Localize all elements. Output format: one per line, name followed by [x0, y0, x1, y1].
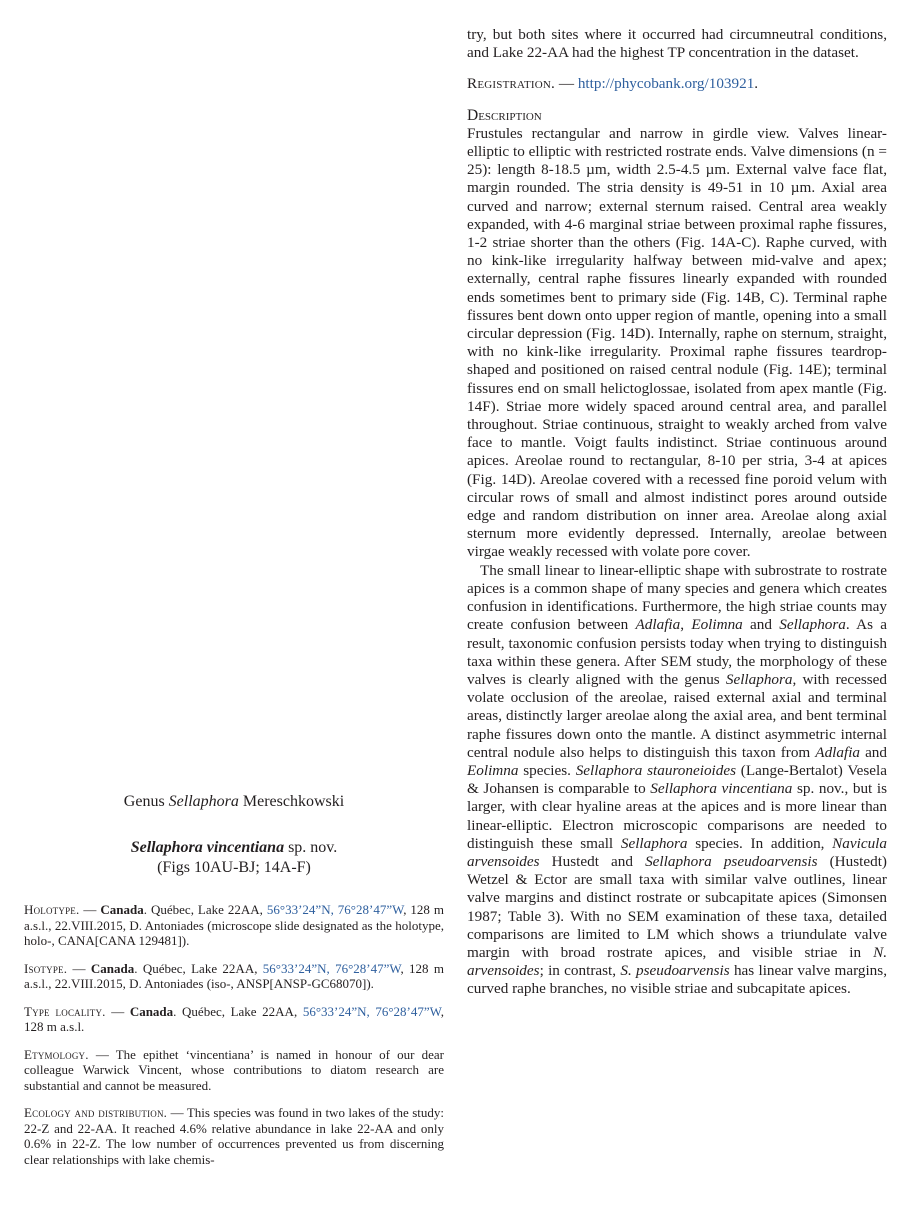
genus-author: Mereschkowski [238, 793, 345, 810]
ecology-label: Ecology and distribution. [24, 1105, 168, 1120]
etymology-text: — The epithet ‘vincentiana’ is named in honour of our dear colleague Warwick Vincent, whose contributions to diatom research are substantial and cannot be measured. [24, 1046, 444, 1093]
taxon-name: Sellaphora [779, 616, 846, 634]
holotype-country: Canada [100, 902, 144, 917]
isotype-text1: . Québec, Lake 22AA, [134, 960, 263, 976]
species-name: Sellaphora vincentiana [130, 839, 285, 856]
type-locality-dash: — [105, 1003, 130, 1019]
type-locality-paragraph [24, 1004, 444, 1035]
holotype-paragraph [24, 902, 444, 949]
text-run: and [860, 743, 887, 761]
taxon-name: Eolimna [691, 616, 743, 634]
taxon-name: S. pseudoarvensis [620, 962, 730, 980]
registration-paragraph [467, 75, 887, 93]
taxon-name: Eolimna [467, 761, 519, 779]
taxon-name: N. arvensoides [467, 943, 887, 980]
isotype-country: Canada [90, 960, 135, 976]
registration-end: . [754, 75, 759, 93]
isotype-coords-link[interactable]: 56°33’24”N, 76°28’47”W [262, 960, 401, 976]
holotype-text2: , 128 m a.s.l., 22.VIII.2015, D. Antoniades (microscope slide designated as the holotype, holo-, CANA[CANA 129481]). [24, 902, 445, 948]
isotype-dash: — [67, 960, 91, 976]
description-heading: Description [467, 106, 542, 124]
text-run: (Hustedt) Wetzel & Ector are small taxa with similar valve outlines, linear valve margins and distinct rostrate or subcapitate apices (Simonsen 1987; Table 3). With no SEM examination of these taxa, detailed comparisons are limited to LM which shows a triundulate valve margin with broad rostrate apices, and visible striae in [467, 852, 887, 961]
text-run: has linear valve margins, curved raphe branches, no visible striae and subcapitate apices. [467, 962, 887, 998]
taxon-name: Sellaphora pseudoarvensis [645, 852, 818, 870]
etymology-paragraph [24, 1047, 444, 1094]
text-run: and [742, 616, 780, 634]
text-run: , with recessed volate occlusion of the areolae, raised external axial and terminal areas, distinctly larger areolae along the axial area, and bent terminal raphe fissures down onto the mantle. A distinct asymmetric internal central nodule also helps to distinguish this taxon from [467, 670, 888, 761]
genus-heading [24, 792, 444, 812]
etymology-label: Etymology. [24, 1046, 89, 1062]
text-run: species. In addition, [687, 834, 833, 852]
description-paragraph: Frustules rectangular and narrow in girdle view. Valves linear-elliptic to elliptic with restricted rostrate ends. Valve dimensions (n = 25): length 8-18.5 µm, width 2.5-4.5 µm. External valve face flat, margin rounded. The stria density is 49-51 in 10 µm. Axial area curved and narrow; external sternum raised. Central area weakly expanded, with 4-6 marginal striae between proximal raphe fissures, 1-2 striae shorter than the others (Fig. 14A-C). Raphe curved, with no kink-like irregularity halfway between mid-valve and apex; externally, central raphe fissures linearly expanded with rounded ends sometimes bent to primary side (Fig. 14B, C). Terminal raphe fissures bent down onto upper region of mantle, opening into a small circular depression (Fig. 14D). Internally, raphe on sternum, straight, with no kink-like irregularity. Proximal raphe fissures teardrop-shaped and positioned on raised central nodule (Fig. 14E); terminal fissures end on small helictoglossae, isolated from apex mantle (Fig. 14F). Striae more widely spaced around central area, and parallel throughout. Striae continuous, straight to weakly arched from valve face to mantle. Voigt faults indistinct. Striae continuous around apices. Areolae round to rectangular, 8-10 per stria, 3-4 at apices (Fig. 14D). Areolae covered with a recessed fine poroid velum with circular rows of small and almost indistinct pores around outside edge and random distribution on inner area. Areolae along axial sternum more evidently depressed. Internally, areolae between virgae weakly recessed with volate pore cover. [467, 124, 887, 561]
ecology-continuation: try, but both sites where it occurred had circumneutral conditions, and Lake 22-AA had the highest TP concentration in the dataset. [467, 26, 887, 62]
taxon-name: Navicula arvensoides [467, 834, 887, 870]
taxon-name: Adlafia [815, 743, 861, 761]
holotype-label: Holotype. [24, 902, 80, 917]
taxon-name: Sellaphora [620, 834, 688, 852]
holotype-text1: . Québec, Lake 22AA, [143, 902, 267, 917]
taxon-name: Adlafia [635, 616, 681, 634]
ecology-text: — This species was found in two lakes of the study: 22-Z and 22-AA. It reached 4.6% relative abundance in lake 22-AA and only 0.6% in 22-Z. The low number of occurrences prevented us from discerning clear relationships with lake chemis- [24, 1105, 445, 1167]
text-run: species. [518, 761, 576, 779]
species-suffix: sp. nov. [284, 839, 338, 856]
text-run: (Lange-Bertalot) Vesela & Johansen is comparable to [467, 761, 887, 798]
ecology-paragraph [24, 1105, 444, 1167]
type-locality-label: Type locality. [24, 1003, 106, 1019]
type-locality-country: Canada [129, 1003, 174, 1019]
text-run: The small linear to linear-elliptic shape with subrostrate to rostrate apices is a common shape of many species and genera which creates confusion in identifications. Furthermore, the high striae counts may create confusion between [467, 561, 887, 634]
registration-dash: — [555, 75, 578, 93]
isotype-text2: , 128 m a.s.l., 22.VIII.2015, D. Antoniades (iso-, ANSP[ANSP-GC68070]). [24, 960, 444, 991]
taxon-name: Sellaphora stauroneioides [575, 761, 737, 779]
holotype-coords-link[interactable]: 56°33’24”N, 76°28’47”W [266, 902, 404, 917]
species-heading [24, 838, 444, 878]
isotype-paragraph [24, 961, 444, 992]
genus-name: Sellaphora [168, 793, 239, 810]
isotype-label: Isotype. [24, 960, 68, 976]
registration-label: Registration. [467, 75, 556, 93]
type-locality-text1: . Québec, Lake 22AA, [173, 1003, 303, 1019]
text-run: . As a result, taxonomic confusion persists today when trying to distinguish taxa within these genera. After SEM study, the morphology of these valves is clearly aligned with the genus [467, 616, 887, 688]
type-locality-text2: , 128 m a.s.l. [24, 1003, 444, 1034]
discussion-paragraph [467, 562, 887, 999]
registration-link[interactable]: http://phycobank.org/103921 [577, 75, 755, 93]
text-run: sp. nov., but is larger, with clear hyaline areas at the apices and is more linear than linear-elliptic. Electron microscopic comparisons are needed to distinguish these small [467, 780, 887, 852]
right-column [467, 26, 887, 999]
left-column [24, 792, 444, 1167]
taxon-name: Sellaphora vincentiana [650, 780, 793, 798]
text-run: , [680, 616, 692, 634]
text-run: ; in contrast, [539, 962, 621, 980]
taxon-name: Sellaphora [725, 670, 793, 688]
species-figs: (Figs 10AU-BJ; 14A-F) [157, 859, 311, 876]
text-run: Hustedt and [539, 852, 646, 870]
type-locality-coords-link[interactable]: 56°33’24”N, 76°28’47”W [302, 1003, 441, 1019]
holotype-dash: — [79, 902, 101, 917]
genus-prefix: Genus [123, 793, 169, 810]
